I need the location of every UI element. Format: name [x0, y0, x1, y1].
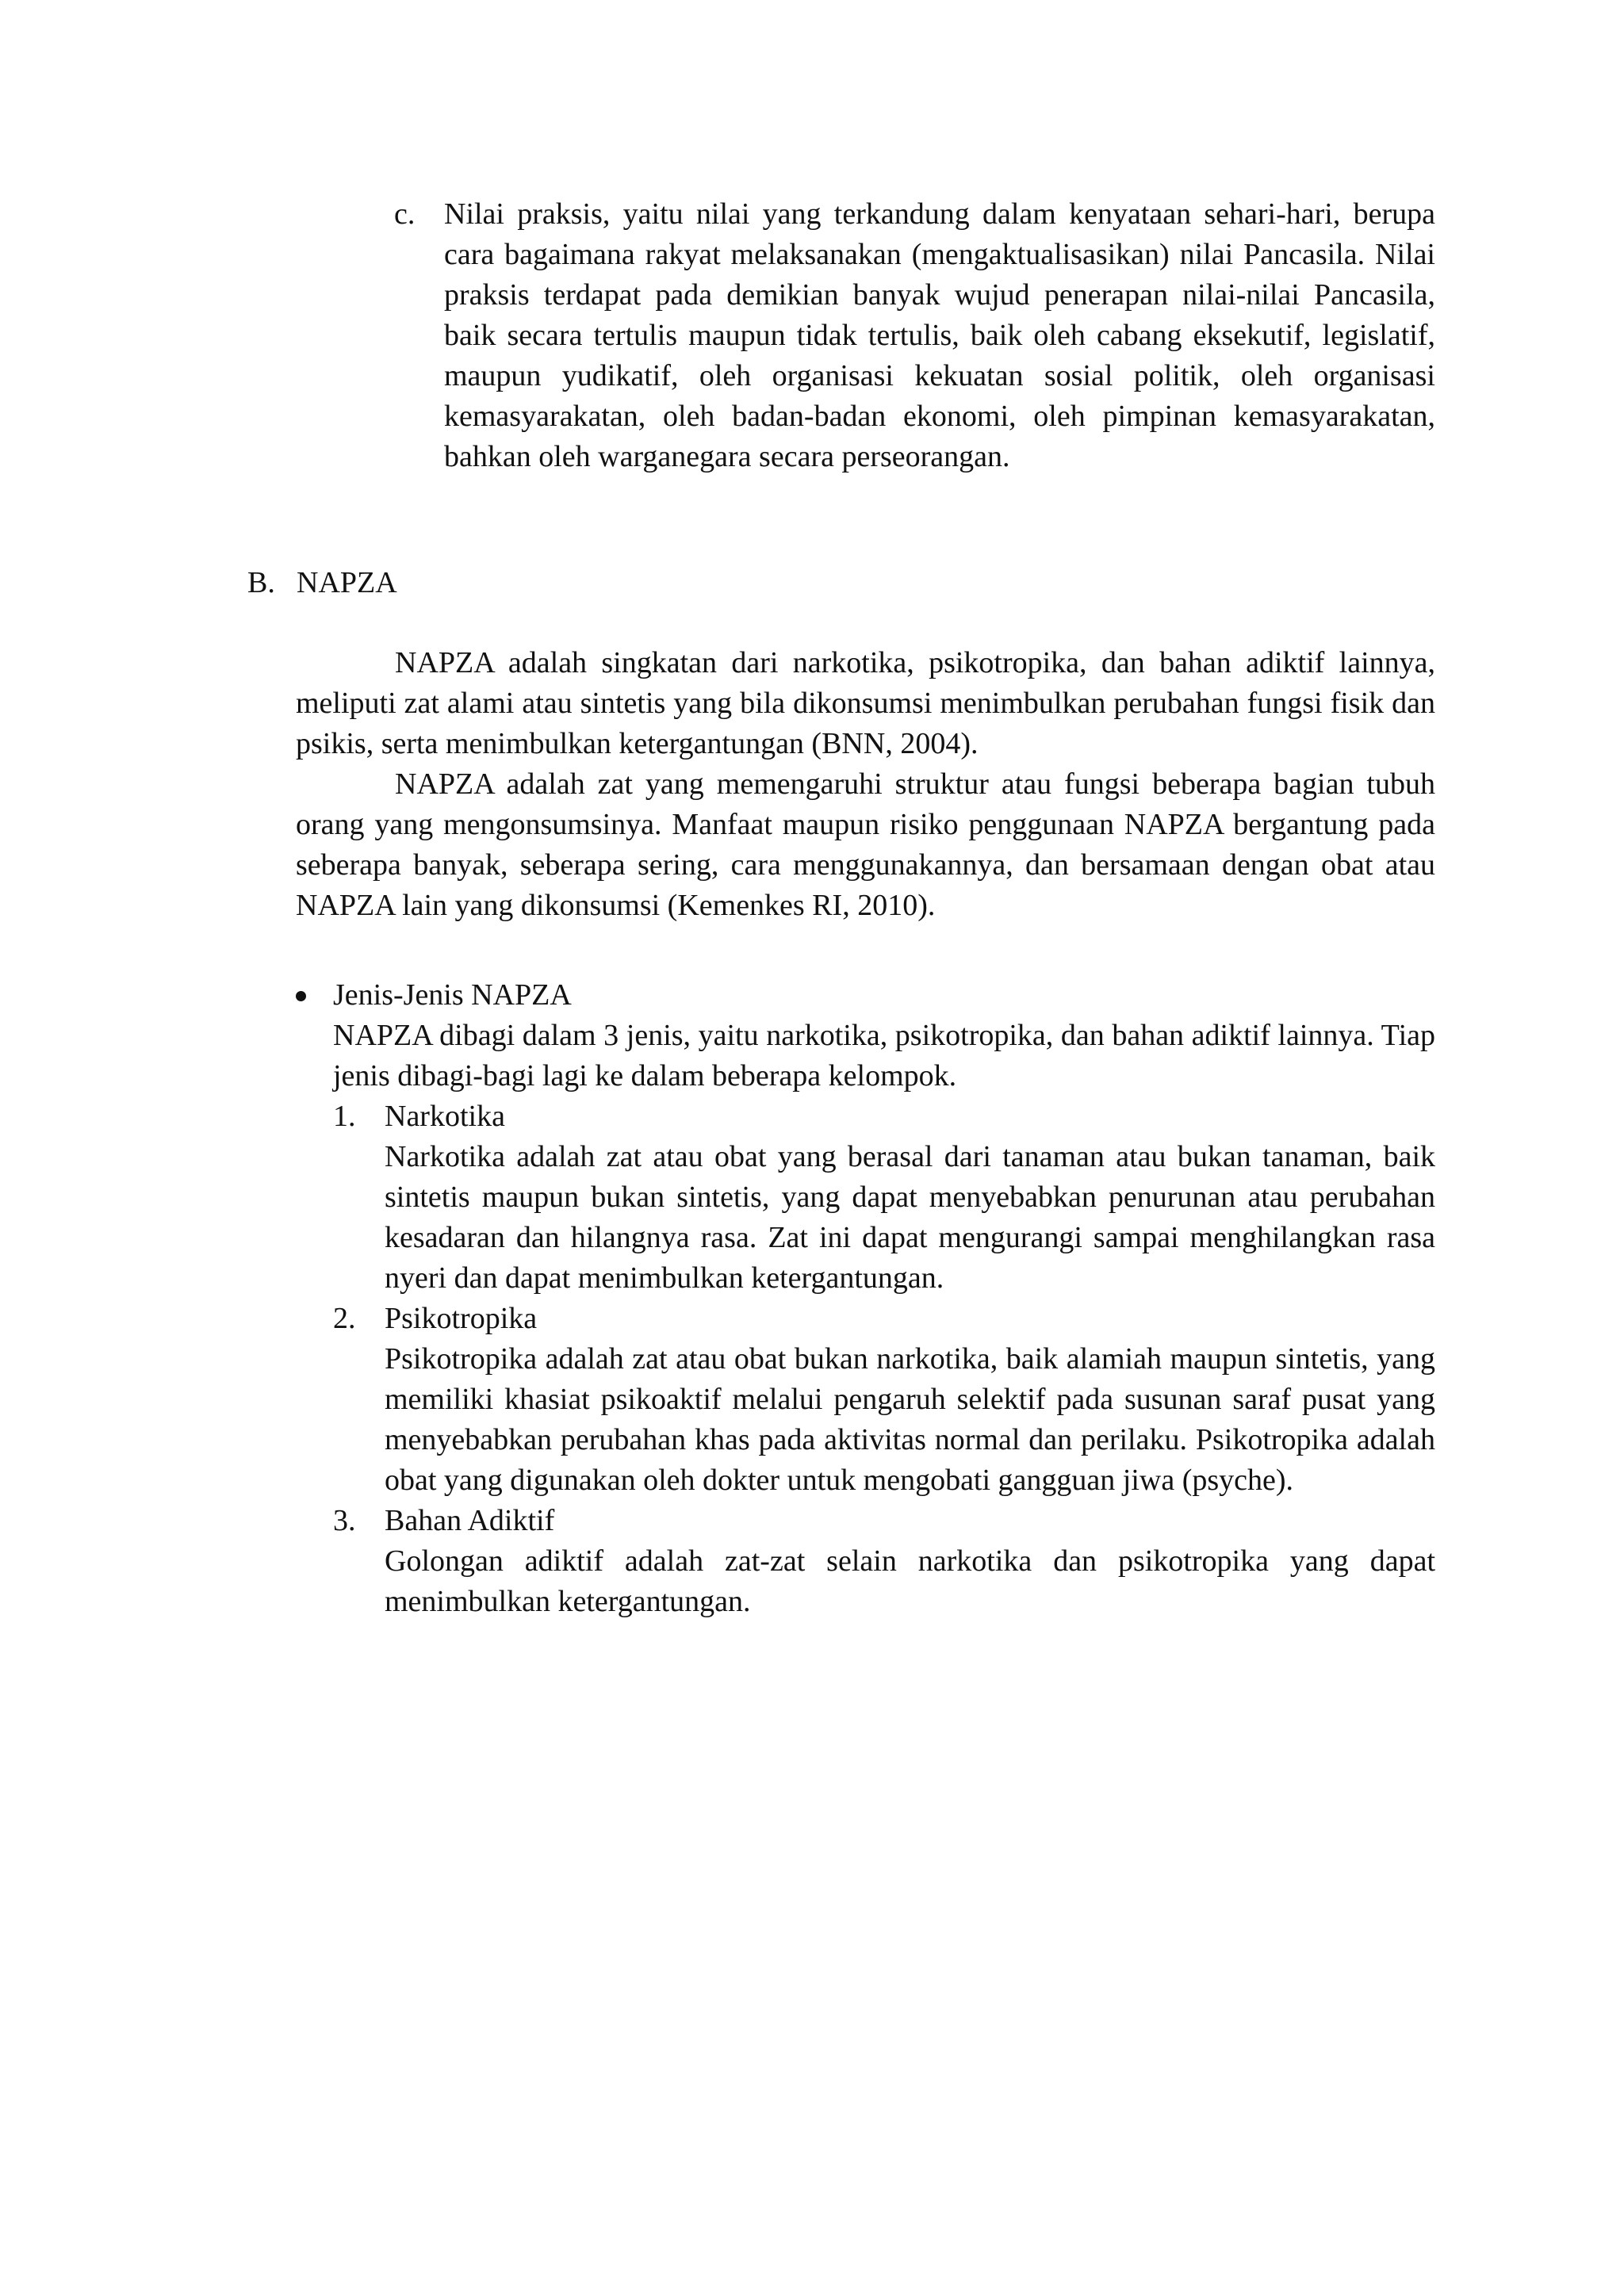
item-title: Psikotropika	[385, 1302, 538, 1335]
numbered-item-narkotika	[333, 1096, 1435, 1299]
list-item-text: Nilai praksis, yaitu nilai yang terkandung dalam kenyataan sehari-hari, berupa cara bagaimana rakyat melaksanakan (mengaktualisasikan) nilai Pancasila. Nilai praksis terdapat pada demikian banyak wujud penerapan nilai-nilai Pancasila, baik secara tertulis maupun tidak tertulis, baik oleh cabang eksekutif, legislatif, maupun yudikatif, oleh organisasi kekuatan sosial politik, oleh organisasi kemasyarakatan, oleh badan-badan ekonomi, oleh pimpinan kemasyarakatan, bahkan oleh warganegara secara perseorangan.	[444, 197, 1435, 473]
list-item-c	[394, 194, 1435, 477]
item-body: Golongan adiktif adalah zat-zat selain narkotika dan psikotropika yang dapat menimbulkan ketergantungan.	[385, 1544, 1435, 1618]
section-title: NAPZA	[297, 566, 397, 599]
paragraph: NAPZA adalah singkatan dari narkotika, psikotropika, dan bahan adiktif lainnya, meliputi zat alami atau sintetis yang bila dikonsumsi menimbulkan perubahan fungsi fisik dan psikis, serta menimbulkan ketergantungan (BNN, 2004).	[296, 646, 1435, 760]
bullet-icon	[296, 991, 306, 1001]
paragraph: NAPZA adalah zat yang memengaruhi struktur atau fungsi beberapa bagian tubuh orang yang mengonsumsinya. Manfaat maupun risiko penggunaan NAPZA bergantung pada seberapa banyak, seberapa sering, cara menggunakannya, dan bersamaan dengan obat atau NAPZA lain yang dikonsumsi (Kemenkes RI, 2010).	[296, 767, 1435, 922]
item-number: 2.	[333, 1302, 356, 1335]
bullet-intro: NAPZA dibagi dalam 3 jenis, yaitu narkotika, psikotropika, dan bahan adiktif lainnya. Tiap jenis dibagi-bagi lagi ke dalam beberapa kelompok.	[333, 1019, 1435, 1093]
item-number: 1.	[333, 1100, 356, 1133]
section-heading	[247, 563, 397, 603]
bullet-heading: Jenis-Jenis NAPZA	[333, 978, 572, 1012]
numbered-item-psikotropika	[333, 1299, 1435, 1501]
item-number: 3.	[333, 1504, 356, 1537]
item-body: Narkotika adalah zat atau obat yang berasal dari tanaman atau bukan tanaman, baik sintetis maupun bukan sintetis, yang dapat menyebabkan penurunan atau perubahan kesadaran dan hilangnya rasa. Zat ini dapat mengurangi sampai menghilangkan rasa nyeri dan dapat menimbulkan ketergantungan.	[385, 1140, 1435, 1295]
item-title: Narkotika	[385, 1100, 505, 1133]
body-paragraphs	[296, 643, 1435, 926]
item-body: Psikotropika adalah zat atau obat bukan narkotika, baik alamiah maupun sintetis, yang memiliki khasiat psikoaktif melalui pengaruh selektif pada susunan saraf pusat yang menyebabkan perubahan khas pada aktivitas normal dan perilaku. Psikotropika adalah obat yang digunakan oleh dokter untuk mengobati gangguan jiwa (psyche).	[385, 1342, 1435, 1497]
numbered-item-bahan-adiktif	[333, 1501, 1435, 1622]
jenis-napza-section	[296, 975, 1435, 1622]
item-title: Bahan Adiktif	[385, 1504, 555, 1537]
bullet-item	[296, 975, 1435, 1016]
list-marker: c.	[394, 197, 416, 231]
section-letter: B.	[247, 566, 275, 599]
